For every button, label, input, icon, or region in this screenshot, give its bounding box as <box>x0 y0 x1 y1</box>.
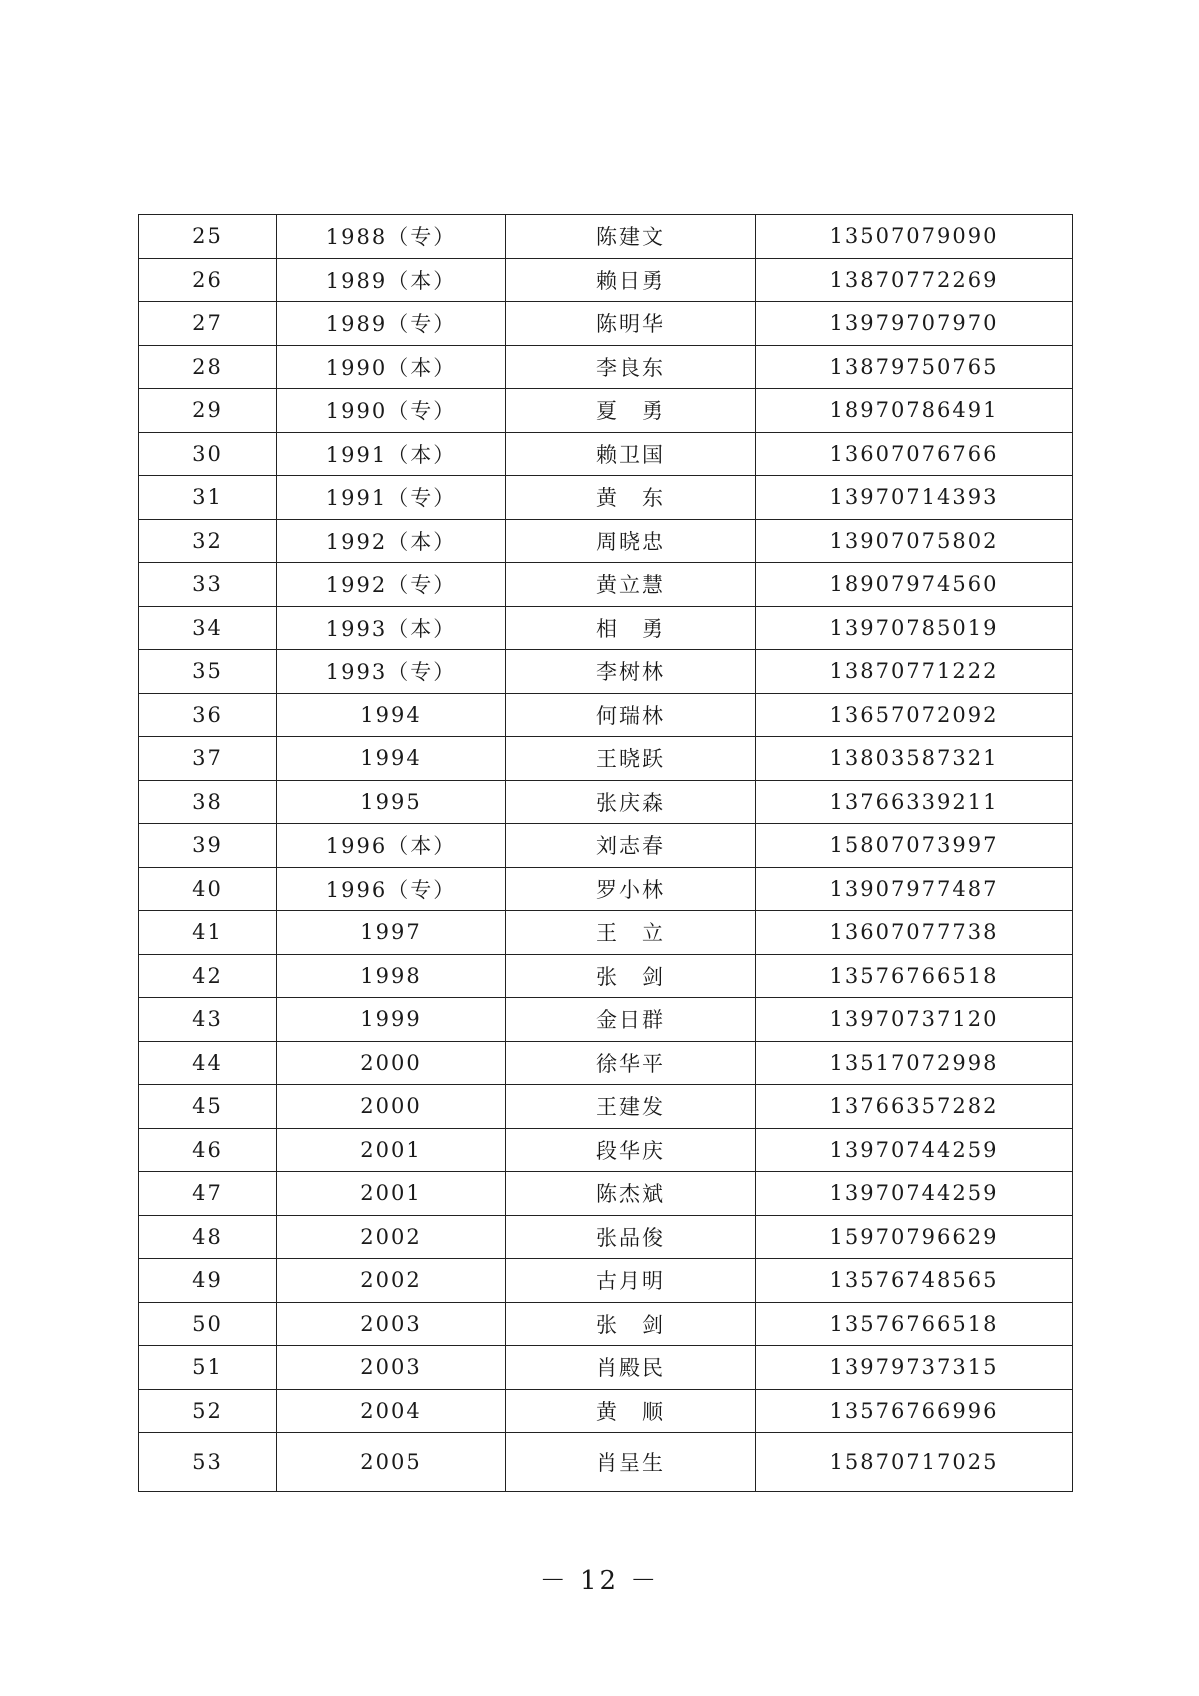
cell-number: 34 <box>139 606 277 650</box>
cell-year: 1997 <box>277 911 506 955</box>
table-row <box>139 1128 1073 1172</box>
cell-number: 29 <box>139 389 277 433</box>
table-row <box>139 1172 1073 1216</box>
table-row <box>139 1346 1073 1390</box>
cell-year: 1994 <box>277 693 506 737</box>
cell-phone: 13576766518 <box>756 1302 1073 1346</box>
cell-phone: 13970737120 <box>756 998 1073 1042</box>
table-row <box>139 867 1073 911</box>
cell-name: 段华庆 <box>506 1128 756 1172</box>
cell-phone: 18907974560 <box>756 563 1073 607</box>
table-row <box>139 1259 1073 1303</box>
cell-name: 王建发 <box>506 1085 756 1129</box>
cell-number: 26 <box>139 258 277 302</box>
cell-phone: 13576766996 <box>756 1389 1073 1433</box>
cell-name: 罗小林 <box>506 867 756 911</box>
cell-name: 李良东 <box>506 345 756 389</box>
cell-name: 陈明华 <box>506 302 756 346</box>
cell-number: 43 <box>139 998 277 1042</box>
cell-name: 赖日勇 <box>506 258 756 302</box>
table-row <box>139 476 1073 520</box>
table-row <box>139 389 1073 433</box>
cell-year: 1992（本） <box>277 519 506 563</box>
cell-year: 1999 <box>277 998 506 1042</box>
cell-year: 2003 <box>277 1302 506 1346</box>
cell-number: 35 <box>139 650 277 694</box>
cell-name: 徐华平 <box>506 1041 756 1085</box>
cell-year: 1991（本） <box>277 432 506 476</box>
cell-name: 周晓忠 <box>506 519 756 563</box>
cell-name: 张品俊 <box>506 1215 756 1259</box>
cell-phone: 18970786491 <box>756 389 1073 433</box>
cell-name: 古月明 <box>506 1259 756 1303</box>
cell-name: 肖殿民 <box>506 1346 756 1390</box>
cell-number: 47 <box>139 1172 277 1216</box>
cell-year: 2000 <box>277 1085 506 1129</box>
cell-year: 2002 <box>277 1259 506 1303</box>
roster-table-body <box>139 215 1073 1492</box>
cell-number: 53 <box>139 1433 277 1492</box>
cell-phone: 13970744259 <box>756 1128 1073 1172</box>
cell-name: 王 立 <box>506 911 756 955</box>
cell-phone: 13517072998 <box>756 1041 1073 1085</box>
cell-number: 52 <box>139 1389 277 1433</box>
table-row <box>139 1041 1073 1085</box>
cell-phone: 13870771222 <box>756 650 1073 694</box>
cell-year: 2001 <box>277 1172 506 1216</box>
cell-name: 张 剑 <box>506 1302 756 1346</box>
cell-phone: 13766357282 <box>756 1085 1073 1129</box>
table-row <box>139 998 1073 1042</box>
cell-number: 38 <box>139 780 277 824</box>
cell-name: 陈杰斌 <box>506 1172 756 1216</box>
table-row <box>139 432 1073 476</box>
cell-name: 王晓跃 <box>506 737 756 781</box>
cell-name: 肖呈生 <box>506 1433 756 1492</box>
cell-phone: 13766339211 <box>756 780 1073 824</box>
cell-number: 44 <box>139 1041 277 1085</box>
table-row <box>139 650 1073 694</box>
cell-phone: 13979737315 <box>756 1346 1073 1390</box>
cell-phone: 13803587321 <box>756 737 1073 781</box>
table-row <box>139 780 1073 824</box>
cell-number: 36 <box>139 693 277 737</box>
cell-year: 1990（专） <box>277 389 506 433</box>
cell-phone: 13870772269 <box>756 258 1073 302</box>
cell-number: 32 <box>139 519 277 563</box>
table-row <box>139 1302 1073 1346</box>
cell-number: 45 <box>139 1085 277 1129</box>
cell-year: 1993（本） <box>277 606 506 650</box>
cell-name: 何瑞林 <box>506 693 756 737</box>
table-row <box>139 606 1073 650</box>
table-row <box>139 1085 1073 1129</box>
cell-number: 51 <box>139 1346 277 1390</box>
cell-phone: 13607077738 <box>756 911 1073 955</box>
cell-number: 48 <box>139 1215 277 1259</box>
cell-phone: 13907977487 <box>756 867 1073 911</box>
cell-name: 黄 东 <box>506 476 756 520</box>
cell-year: 2002 <box>277 1215 506 1259</box>
cell-year: 1989（专） <box>277 302 506 346</box>
cell-number: 42 <box>139 954 277 998</box>
table-row <box>139 302 1073 346</box>
table-row <box>139 824 1073 868</box>
table-row <box>139 519 1073 563</box>
cell-phone: 13970714393 <box>756 476 1073 520</box>
cell-name: 黄立慧 <box>506 563 756 607</box>
cell-name: 张 剑 <box>506 954 756 998</box>
table-row <box>139 345 1073 389</box>
table-row <box>139 1389 1073 1433</box>
table-row <box>139 954 1073 998</box>
roster-table <box>138 214 1073 1492</box>
cell-name: 金日群 <box>506 998 756 1042</box>
cell-number: 39 <box>139 824 277 868</box>
cell-year: 1995 <box>277 780 506 824</box>
cell-phone: 13970785019 <box>756 606 1073 650</box>
table-row <box>139 258 1073 302</box>
cell-number: 41 <box>139 911 277 955</box>
cell-name: 陈建文 <box>506 215 756 259</box>
cell-phone: 13879750765 <box>756 345 1073 389</box>
cell-phone: 13607076766 <box>756 432 1073 476</box>
cell-phone: 15970796629 <box>756 1215 1073 1259</box>
cell-phone: 13970744259 <box>756 1172 1073 1216</box>
cell-number: 37 <box>139 737 277 781</box>
table-row <box>139 737 1073 781</box>
cell-name: 黄 顺 <box>506 1389 756 1433</box>
cell-year: 1993（专） <box>277 650 506 694</box>
cell-name: 夏 勇 <box>506 389 756 433</box>
cell-year: 2005 <box>277 1433 506 1492</box>
table-row <box>139 911 1073 955</box>
cell-year: 1996（专） <box>277 867 506 911</box>
cell-year: 2000 <box>277 1041 506 1085</box>
cell-name: 相 勇 <box>506 606 756 650</box>
cell-number: 25 <box>139 215 277 259</box>
cell-phone: 13576766518 <box>756 954 1073 998</box>
cell-number: 30 <box>139 432 277 476</box>
cell-number: 33 <box>139 563 277 607</box>
cell-year: 1992（专） <box>277 563 506 607</box>
table-row <box>139 1433 1073 1492</box>
cell-year: 1990（本） <box>277 345 506 389</box>
cell-phone: 13576748565 <box>756 1259 1073 1303</box>
cell-year: 1994 <box>277 737 506 781</box>
cell-year: 1996（本） <box>277 824 506 868</box>
cell-phone: 15870717025 <box>756 1433 1073 1492</box>
cell-year: 1991（专） <box>277 476 506 520</box>
table-row <box>139 563 1073 607</box>
cell-name: 刘志春 <box>506 824 756 868</box>
cell-year: 1998 <box>277 954 506 998</box>
cell-phone: 13657072092 <box>756 693 1073 737</box>
cell-year: 2001 <box>277 1128 506 1172</box>
cell-name: 张庆森 <box>506 780 756 824</box>
table-row <box>139 1215 1073 1259</box>
cell-number: 27 <box>139 302 277 346</box>
table-row <box>139 693 1073 737</box>
cell-number: 40 <box>139 867 277 911</box>
cell-number: 50 <box>139 1302 277 1346</box>
cell-year: 2003 <box>277 1346 506 1390</box>
cell-phone: 13507079090 <box>756 215 1073 259</box>
cell-year: 1988（专） <box>277 215 506 259</box>
cell-number: 28 <box>139 345 277 389</box>
page-number: － 12 － <box>539 1566 660 1596</box>
cell-year: 2004 <box>277 1389 506 1433</box>
cell-number: 46 <box>139 1128 277 1172</box>
table-row <box>139 215 1073 259</box>
cell-phone: 13979707970 <box>756 302 1073 346</box>
cell-number: 31 <box>139 476 277 520</box>
cell-year: 1989（本） <box>277 258 506 302</box>
cell-number: 49 <box>139 1259 277 1303</box>
cell-phone: 13907075802 <box>756 519 1073 563</box>
cell-phone: 15807073997 <box>756 824 1073 868</box>
cell-name: 赖卫国 <box>506 432 756 476</box>
cell-name: 李树林 <box>506 650 756 694</box>
